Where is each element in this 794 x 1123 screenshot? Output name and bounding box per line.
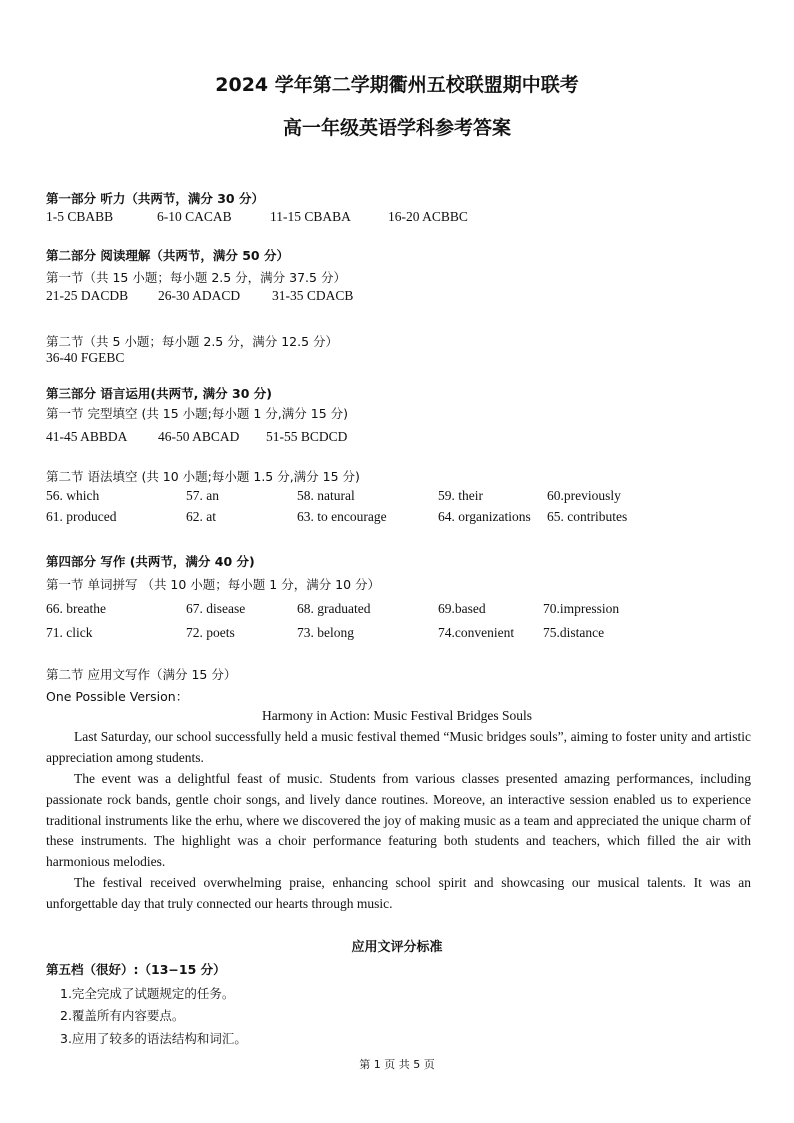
spelling-answer: 70.impression <box>543 601 620 616</box>
essay-paragraph: The festival received overwhelming praise, enhancing school spirit and showcasing our musical talents. It was an unforgettable day that truly connected our hearts through music. <box>46 875 751 911</box>
part3-heading: 第三部分 语言运用(共两节, 满分 30 分) <box>46 386 272 401</box>
spelling-answer: 68. graduated <box>297 601 371 616</box>
part1-heading: 第一部分 听力（共两节，满分 30 分） <box>46 191 264 206</box>
spelling-answer: 69.based <box>438 601 486 616</box>
answer-group: 26-30 ADACD <box>158 288 241 303</box>
essay-paragraph: Last Saturday, our school successfully held a music festival themed “Music bridges souls”, aiming to foster unity and artistic appreciation among students. <box>46 729 751 765</box>
grammar-answer: 57. an <box>186 488 219 503</box>
part4-heading: 第四部分 写作 (共两节，满分 40 分) <box>46 554 255 569</box>
grammar-answer: 65. contributes <box>547 509 628 524</box>
part2-section1-heading: 第一节（共 15 小题；每小题 2.5 分，满分 37.5 分） <box>46 270 346 285</box>
answer-group: 41-45 ABBDA <box>46 429 128 444</box>
part4-section2-heading: 第二节 应用文写作（满分 15 分） <box>46 667 237 682</box>
spelling-answer: 67. disease <box>186 601 246 616</box>
grammar-answer: 60.previously <box>547 488 621 503</box>
page-subtitle: 高一年级英语学科参考答案 <box>282 117 511 139</box>
grammar-answer: 61. produced <box>46 509 117 524</box>
criteria-item: 1.完全完成了试题规定的任务。 <box>60 986 235 1001</box>
spelling-answer: 75.distance <box>543 625 605 640</box>
grammar-answer: 56. which <box>46 488 100 503</box>
essay-title: Harmony in Action: Music Festival Bridges Souls <box>262 708 532 723</box>
answer-group: 31-35 CDACB <box>272 288 354 303</box>
part2-heading: 第二部分 阅读理解（共两节，满分 50 分） <box>46 248 289 263</box>
page-footer: 第 1 页 共 5 页 <box>359 1058 435 1071</box>
criteria-level-heading: 第五档（很好）:（13−15 分） <box>46 962 226 977</box>
answer-group: 11-15 CBABA <box>270 209 351 224</box>
answer-group: 6-10 CACAB <box>157 209 232 224</box>
criteria-title: 应用文评分标准 <box>351 940 443 955</box>
answer-group: 1-5 CBABB <box>46 209 114 224</box>
answer-group: 46-50 ABCAD <box>158 429 240 444</box>
part3-section1-heading: 第一节 完型填空 (共 15 小题;每小题 1 分,满分 15 分) <box>46 406 348 421</box>
page-title: 2024 学年第二学期衢州五校联盟期中联考 <box>215 74 579 96</box>
grammar-answer: 63. to encourage <box>297 509 387 524</box>
part3-section2-heading: 第二节 语法填空 (共 10 小题;每小题 1.5 分,满分 15 分) <box>46 469 360 484</box>
spelling-answer: 72. poets <box>186 625 235 640</box>
criteria-item: 3.应用了较多的语法结构和词汇。 <box>60 1031 247 1046</box>
grammar-answer: 64. organizations <box>438 509 531 524</box>
essay-paragraph: The event was a delightful feast of music. Students from various classes presented amazing performances, including passionate rock bands, gentle choir songs, and lively dance routines. Moreove, an interactive session enabled us to experience traditional instruments like the erhu, where we discovered the joy of making music as a team and appreciated the unique charm of these instruments. The highlight was a choir performance featuring both students and teachers, which filled the air with harmonious melodies. <box>46 771 751 870</box>
grammar-answer: 59. their <box>438 488 483 503</box>
part4-section1-heading: 第一节 单词拼写 （共 10 小题；每小题 1 分，满分 10 分） <box>46 577 381 592</box>
spelling-answer: 74.convenient <box>438 625 515 640</box>
spelling-answer: 71. click <box>46 625 93 640</box>
answer-group: 36-40 FGEBC <box>46 350 125 365</box>
answer-group: 16-20 ACBBC <box>388 209 468 224</box>
grammar-answer: 62. at <box>186 509 216 524</box>
spelling-answer: 73. belong <box>297 625 354 640</box>
grammar-answer: 58. natural <box>297 488 355 503</box>
answer-group: 21-25 DACDB <box>46 288 129 303</box>
version-label: One Possible Version： <box>46 689 189 704</box>
spelling-answer: 66. breathe <box>46 601 106 616</box>
part2-section2-heading: 第二节（共 5 小题；每小题 2.5 分，满分 12.5 分） <box>46 334 339 349</box>
answer-group: 51-55 BCDCD <box>266 429 348 444</box>
criteria-item: 2.覆盖所有内容要点。 <box>60 1008 185 1023</box>
